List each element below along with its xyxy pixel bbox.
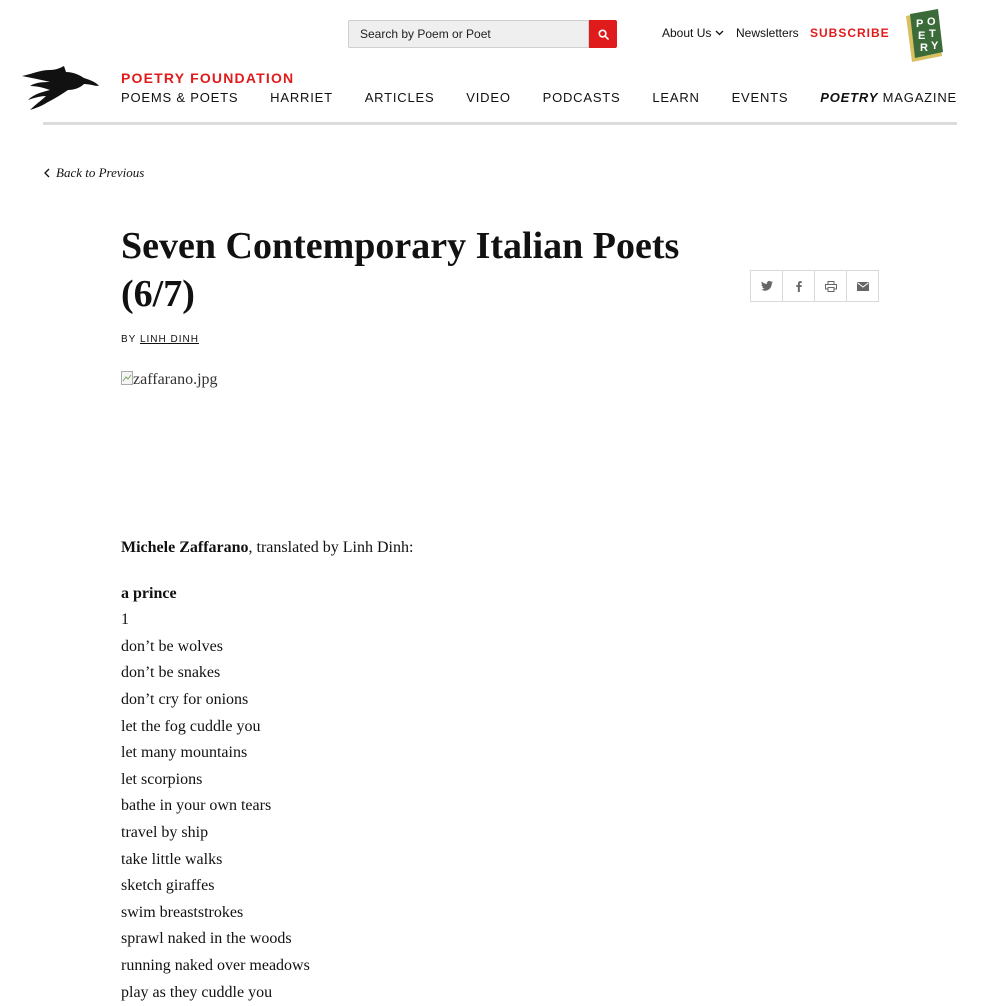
share-twitter-button[interactable] (751, 271, 783, 301)
poem-line: travel by ship (121, 820, 721, 847)
print-icon (825, 281, 837, 292)
poetry-foundation-bird-logo[interactable] (20, 64, 100, 112)
poet-name: Michele Zaffarano (121, 539, 249, 556)
nav-events[interactable]: EVENTS (732, 90, 789, 105)
chevron-down-icon (715, 30, 724, 36)
poem-line: let the fog cuddle you (121, 714, 721, 741)
poem-title: a prince (121, 581, 721, 608)
nav-learn[interactable]: LEARN (652, 90, 699, 105)
share-facebook-button[interactable] (783, 271, 815, 301)
broken-image-icon (121, 371, 133, 385)
poem-line: bathe in your own tears (121, 793, 721, 820)
nav-poems-poets[interactable]: POEMS & POETS (121, 90, 238, 105)
poem-line: let scorpions (121, 767, 721, 794)
poem-line: 1 (121, 607, 721, 634)
newsletters-label: Newsletters (736, 26, 799, 40)
subscribe-link[interactable]: SUBSCRIBE (810, 26, 890, 40)
poem-line: don’t be wolves (121, 634, 721, 661)
nav-video[interactable]: VIDEO (466, 90, 510, 105)
poetry-magazine-logo[interactable] (902, 8, 946, 62)
poem-line: sprawl naked in the woods (121, 926, 721, 953)
poem-line: sketch giraffes (121, 873, 721, 900)
search-input[interactable] (348, 20, 589, 48)
nav-podcasts[interactable]: PODCASTS (543, 90, 621, 105)
svg-text:POETRY: P O E T R Y (916, 16, 939, 54)
byline (121, 334, 199, 345)
nav-divider (43, 122, 957, 125)
poem-line: let many mountains (121, 740, 721, 767)
image-alt-text: zaffarano.jpg (133, 371, 218, 389)
intro-text: , translated by Linh Dinh: (249, 539, 414, 556)
email-icon (857, 282, 869, 291)
poem-line: swim breaststrokes (121, 900, 721, 927)
nav-magazine-em: POETRY (820, 90, 878, 105)
poem-line: don’t cry for onions (121, 687, 721, 714)
nav-harriet[interactable]: HARRIET (270, 90, 333, 105)
article-title: Seven Contemporary Italian Poets (6/7) (121, 222, 721, 318)
poem-line: don’t be snakes (121, 660, 721, 687)
print-button[interactable] (815, 271, 847, 301)
share-email-button[interactable] (847, 271, 878, 301)
byline-prefix: BY (121, 334, 140, 345)
main-nav (121, 89, 957, 107)
about-us-label: About Us (662, 26, 711, 40)
facebook-icon (796, 281, 802, 292)
nav-articles[interactable]: ARTICLES (365, 90, 435, 105)
article-image (121, 371, 218, 389)
share-toolbar (750, 270, 879, 302)
back-to-previous-link[interactable] (44, 165, 144, 181)
search-icon (598, 29, 609, 40)
article-body (121, 535, 721, 1006)
author-link[interactable]: LINH DINH (140, 334, 199, 345)
poem-lines (121, 607, 721, 1006)
poem-line: running naked over meadows (121, 953, 721, 980)
nav-poetry-magazine[interactable] (820, 90, 957, 105)
search-form (348, 20, 617, 48)
newsletters-link[interactable] (736, 26, 799, 40)
chevron-left-icon (44, 168, 50, 178)
brand-name[interactable]: POETRY FOUNDATION (121, 70, 294, 86)
about-us-link[interactable] (662, 26, 724, 40)
intro-paragraph (121, 535, 721, 562)
search-button[interactable] (589, 20, 617, 48)
nav-magazine-rest: MAGAZINE (878, 90, 957, 105)
poem-line: take little walks (121, 847, 721, 874)
back-label: Back to Previous (56, 165, 144, 181)
poem-line: play as they cuddle you (121, 980, 721, 1006)
twitter-icon (761, 281, 773, 291)
